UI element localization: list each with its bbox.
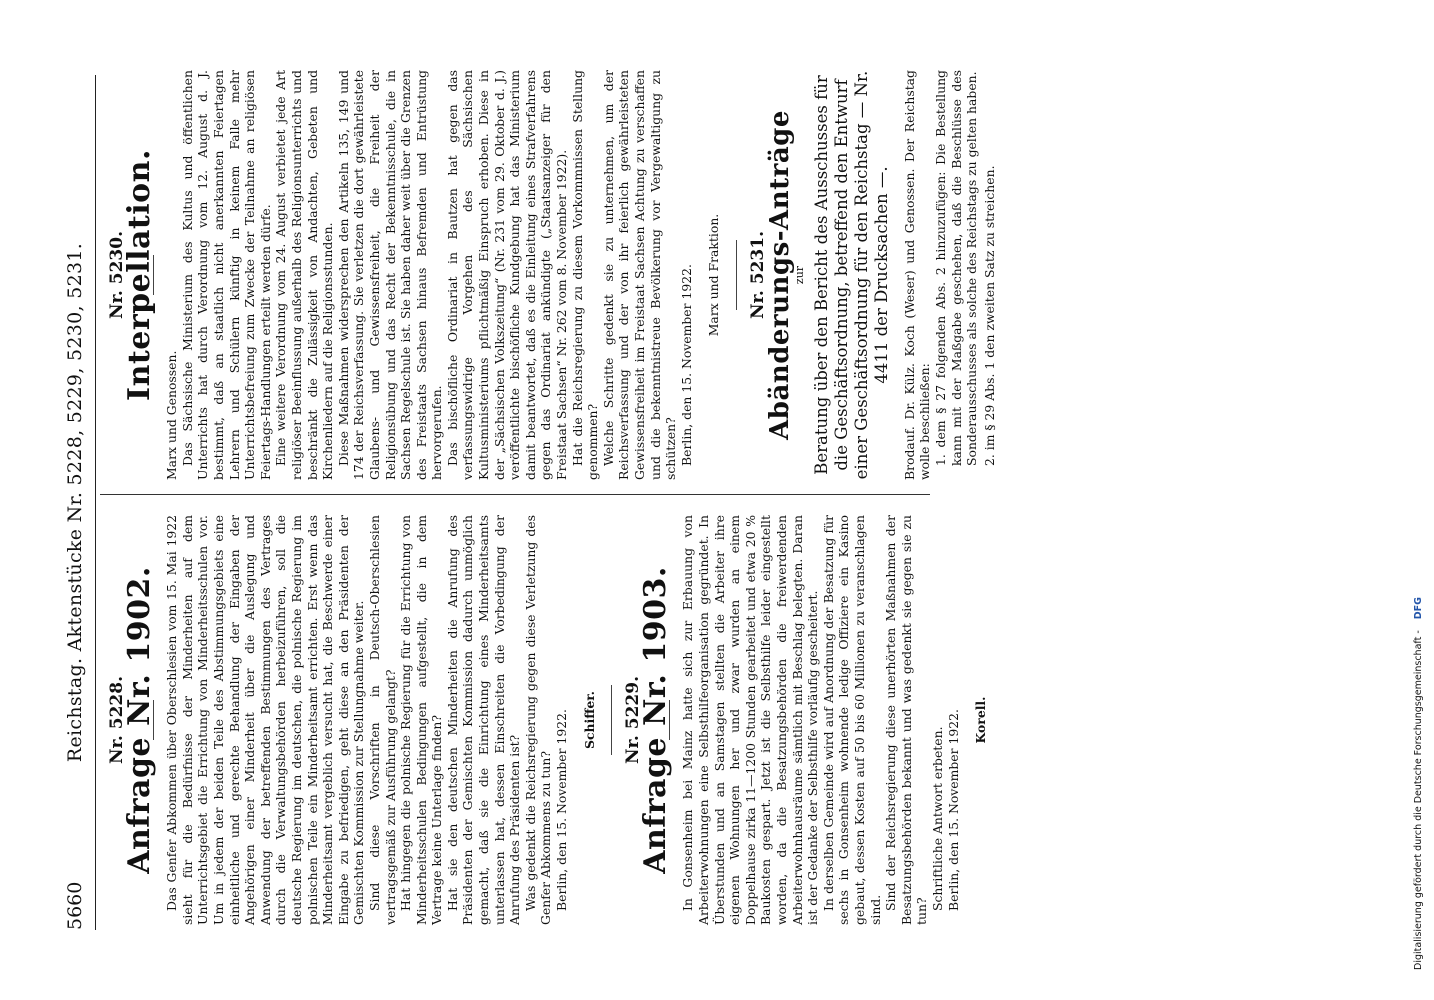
paragraph: Das Sächsische Ministerium des Kultus und öffentlichen Unterrichts hat durch Verordnung vom 12. August d. J. bestimmt, daß an staatlich nicht anerkannten Feiertagen Lehrern und Schülern künftig in keinem Falle mehr Unterrichtsbefreiung zum Zwecke der Teilnahme an religiösen Feiertags-Handlungen erteilt werden dürfe.: [179, 70, 273, 480]
document-title: Anfrage Nr. 1902.: [121, 566, 157, 874]
date-line: Berlin, den 15. November 1922.: [554, 709, 570, 911]
paragraph: Brodauf. Dr. Külz. Koch (Weser) und Genossen. Der Reichstag wolle beschließen:: [901, 70, 933, 480]
document-number: Nr. 5228.: [107, 676, 127, 765]
running-title: Reichstag. Aktenstücke Nr. 5228, 5229, 5230, 5231.: [64, 242, 86, 763]
signature: Schiffer.: [581, 691, 597, 749]
section-rule: [611, 685, 612, 755]
paragraph: Hat sie den deutschen Minderheiten die Anrufung des Präsidenten der Gemischten Kommission dadurch unmöglich gemacht, daß sie die Einrichtung eines Minderheitsamts unterlassen hat, dessen Einschreiten die Vorbedingung der Anrufung des Präsidenten ist?: [444, 515, 523, 925]
document-number: Nr. 5230.: [107, 231, 127, 320]
list-item: 2. im § 29 Abs. 1 den zweiten Satz zu streichen.: [981, 165, 997, 466]
connector-word: zur: [793, 265, 807, 285]
page-header: [62, 75, 92, 930]
document-number: Nr. 5229.: [623, 676, 644, 765]
document-title: Anfrage Nr. 1903.: [637, 566, 673, 874]
dfg-logo: DFG: [1408, 597, 1430, 619]
page-number: 5660: [64, 881, 86, 930]
header-rule: [95, 75, 96, 930]
column-divider: [100, 494, 930, 495]
paragraph: Sind der Reichsregierung diese unerhörten Maßnahmen der Besatzungsbehörden bekannt und was gedenkt sie gegen sie zu tun?: [883, 515, 930, 925]
paragraph: Das bischöfliche Ordinariat in Bautzen hat gegen das verfassungswidrige Vorgehen des Sächsischen Kultusministeriums pflichtmäßig Einspruch erhoben. Diese in der „Sächsischen Volkszeitung“ (Nr. 231 vom 29. Oktober d. J.) veröffentlichte bischöfliche Kundgebung hat das Ministerium damit beantwortet, daß es die Einleitung eines Strafverfahrens gegen das Ordinariat ankündigte („Staatsanzeiger für den Freistaat Sachsen“ Nr. 262 vom 8. November 1922).: [444, 70, 570, 480]
paragraph: In derselben Gemeinde wird auf Anordnung der Besatzung für sechs in Gonsenheim wohnende ledige Offiziere ein Kasino gebaut, dessen Kosten auf 50 bis 60 Millionen zu veranschlagen sind.: [820, 515, 883, 925]
right-column: [108, 70, 999, 480]
document-title: Interpellation.: [121, 149, 157, 401]
paragraph: Was gedenkt die Reichsregierung gegen diese Verletzung des Genfer Abkommens zu tun?: [522, 515, 554, 925]
signature: Korell.: [973, 696, 989, 744]
paragraph: Hat hingegen die polnische Regierung für die Errichtung von Minderheitsschulen Bedingungen aufgestellt, die in dem Vertrage keine Unterlage finden?: [398, 515, 445, 925]
funding-text: Digitalisierung gefördert durch die Deutsche Forschungsgemeinschaft -: [1413, 630, 1424, 970]
paragraph: Schriftliche Antwort erbeten.: [929, 726, 945, 911]
date-line: Berlin, den 15. November 1922.: [678, 264, 694, 466]
section-rule: [736, 240, 737, 310]
motion-items: [933, 70, 997, 480]
subtitle: Beratung über den Bericht des Ausschusses für die Geschäftsordnung, betreffend den Entwurf einer Geschäftsordnung für den Reichstag — Nr. 4411 der Drucksachen —.: [811, 70, 891, 480]
date-line: Berlin, den 15. November 1922.: [945, 709, 961, 911]
paragraph: Hat die Reichsregierung zu diesem Vorkommnissen Stellung genommen?: [569, 70, 601, 480]
signature: Marx und Fraktion.: [706, 213, 722, 337]
paragraph: Sind diese Vorschriften in Deutsch-Oberschlesien vertragsgemäß zur Ausführung gelangt?: [366, 515, 398, 925]
left-column: [108, 515, 993, 925]
paragraph: Welche Schritte gedenkt sie zu unternehmen, um der Reichsverfassung und der von ihr feierlich gewährleisteten Gewissensfreiheit im Freistaat Sachsen Achtung zu verschaffen und die bekenntnistreue Bevölkerung vor Vergewaltigung zu schützen?: [600, 70, 679, 480]
paragraph: Marx und Genossen.: [164, 350, 180, 480]
paragraph: Eine weitere Verordnung vom 24. August verbietet jede Art religiöser Beeinflussung außerhalb des Religionsunterrichts und beschränkt die Zulässigkeit von Andachten, Gebeten und Kirchenliedern auf die Religionsstunden.: [273, 70, 336, 480]
paragraph: Das Genfer Abkommen über Oberschlesien vom 15. Mai 1922 sieht für die Bedürfnisse der Minderheiten auf dem Unterrichtsgebiet die Errichtung von Minderheitsschulen vor. Um in jedem der beiden Teile des Abstimmungsgebiets eine einheitliche und gerechte Behandlung der Eingaben der Angehörigen einer Minderheit über die Auslegung und Anwendung der betreffenden Bestimmungen des Vertrages durch die Verwaltungsbehörden herbeizuführen, soll die deutsche Regierung im deutschen, die polnische Regierung im polnischen Teile ein Minderheitsamt errichten. Erst wenn das Minderheitsamt vergeblich versucht hat, die Beschwerde einer Eingabe zu befriedigen, geht diese an den Präsidenten der Gemischten Kommission zur Stellungnahme weiter.: [164, 515, 367, 925]
list-item: 1. dem § 27 folgenden Abs. 2 hinzuzufügen: Die Bestellung kann mit der Maßgabe geschehen, daß die Beschlüsse des Sonderausschusses als solche des Reichstags zu gelten haben.: [932, 70, 980, 466]
digitization-notice: [1408, 10, 1430, 970]
paragraph: Diese Maßnahmen widersprechen den Artikeln 135, 149 und 174 der Reichsverfassung. Sie verletzen die dort gewährleistete Glaubens- und Gewissensfreiheit, die Freiheit der Religionsübung und das Recht der Bekenntnisschule, die in Sachsen Regelschule ist. Sie haben daher weit über die Grenzen des Freistaats Sachsen hinaus Befremden und Entrüstung hervorgerufen.: [335, 70, 445, 480]
document-title: Abänderungs-Anträge: [764, 110, 795, 440]
document-number: Nr. 5231.: [747, 231, 768, 320]
paragraph: In Gonsenheim bei Mainz hatte sich zur Erbauung von Arbeiterwohnungen eine Selbsthilfeorganisation gegründet. In Überstunden und an Samstagen stellten die Arbeiter ihre eigenen Wohnungen her und zwar wurden an einem Doppelhause zirka 11—1200 Stunden gearbeitet und etwa 20 % Baukosten gespart. Jetzt ist die Selbsthilfe leider eingestellt worden, da die Besatzungsbehörden die freiwerdenden Arbeiterwohnhausräume sämtlich mit Beschlag belegten. Daran ist der Gedanke der Selbsthilfe vorläufig gescheitert.: [680, 515, 821, 925]
